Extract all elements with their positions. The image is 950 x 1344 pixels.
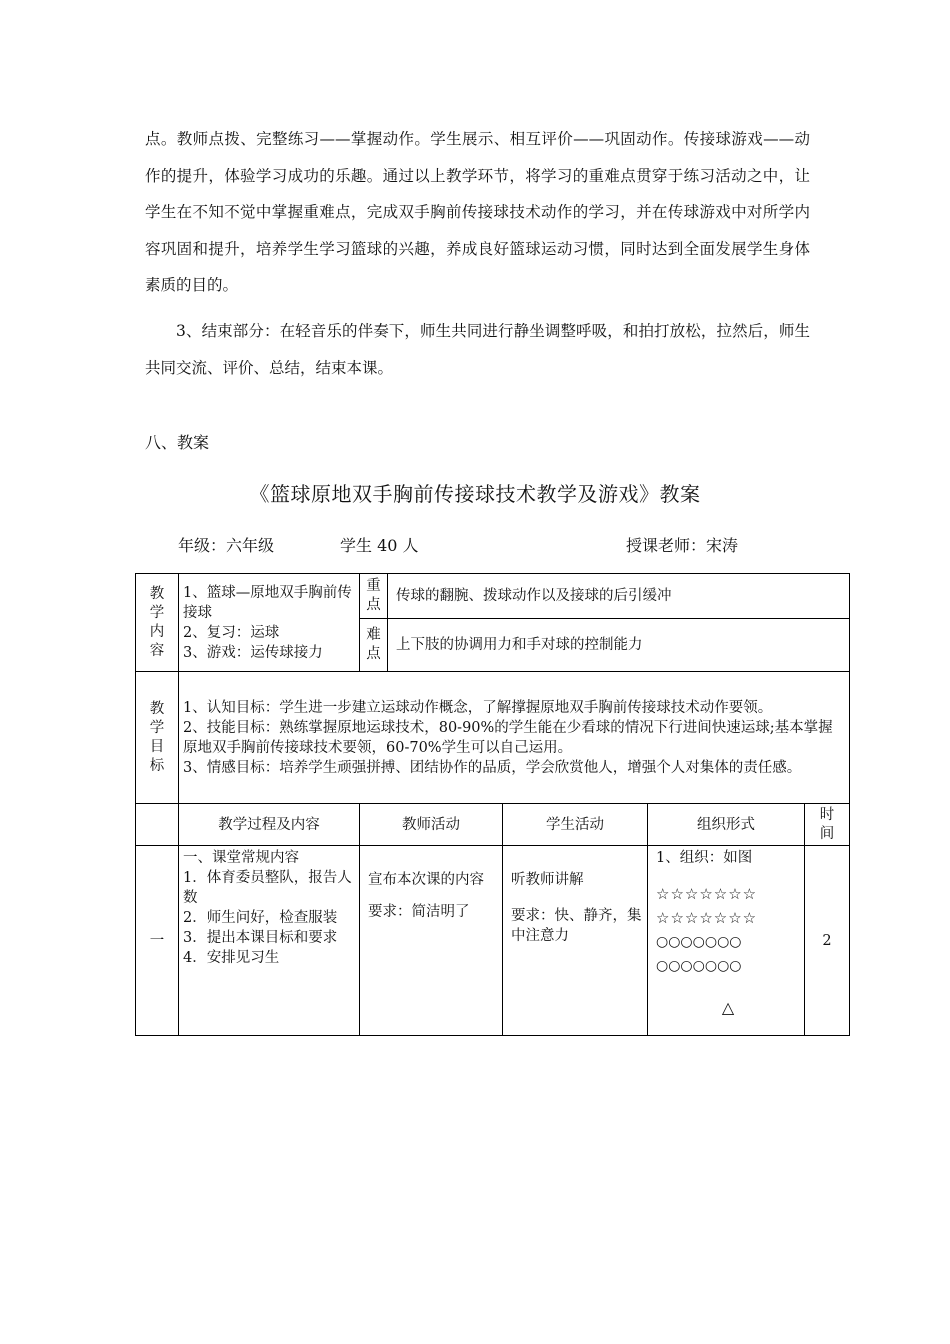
table-row [136, 672, 850, 804]
process-item: 3．提出本课目标和要求 [183, 930, 338, 946]
paragraph-text: 点。教师点拨、完整练习——掌握动作。学生展示、相互评价——巩固动作。传接球游戏——动作的提升，体验学习成功的乐趣。通过以上教学环节，将学习的重难点贯穿于练习活动之中，让学生在不知不觉中掌握重难点，完成双手胸前传接球技术动作的学习，并在传球游戏中对所学内容巩固和提升，培养学生学习篮球的兴趣，养成良好篮球运动习惯，同时达到全面发展学生身体素质的目的。 [145, 130, 810, 294]
goals-label: 教 学 目 标 [136, 672, 179, 804]
process-item: 1．体育委员整队，报告人数 [183, 870, 352, 906]
goal-item: 1、认知目标：学生进一步建立运球动作概念，了解撑握原地双手胸前传接球技术动作要领。 [183, 699, 773, 716]
student-activity-main: 听教师讲解 [511, 872, 584, 888]
process-item: 2．师生问好，检查服装 [183, 910, 338, 926]
student-activity [503, 846, 648, 1036]
process-item: 4．安排见习生 [183, 950, 280, 966]
lesson-plan-title: 《篮球原地双手胸前传接球技术教学及游戏》教案 [249, 482, 701, 506]
paragraph-text: 3、结束部分：在轻音乐的伴奏下，师生共同进行静坐调整呼吸，和拍打放松，拉然后，师生共同交流、评价、总结，结束本课。 [145, 322, 810, 377]
paragraph-teaching-process [145, 121, 810, 304]
header-blank [136, 804, 179, 846]
formation-circles-row: ○○○○○○○ [656, 934, 742, 950]
header-time: 时 间 [805, 804, 850, 846]
content-item: 3、游戏：运传球接力 [183, 644, 323, 661]
formation-circles-row: ○○○○○○○ [656, 958, 742, 974]
organization-form [648, 846, 805, 1036]
header-student: 学生活动 [503, 804, 648, 846]
table-row [136, 574, 850, 619]
header-organization: 组织形式 [648, 804, 805, 846]
teacher-position-triangle: △ [721, 998, 735, 1017]
content-item: 1、篮球—原地双手胸前传接球 [183, 584, 352, 621]
section-heading: 八、教案 [145, 433, 210, 452]
lesson-plan-table [135, 573, 850, 1036]
key-point-text: 传球的翻腕、拨球动作以及接球的后引缓冲 [388, 574, 850, 619]
teacher-info: 授课老师：宋涛 [626, 536, 739, 555]
paragraph-closing [145, 313, 810, 386]
header-process: 教学过程及内容 [179, 804, 360, 846]
content-label: 教 学 内 容 [136, 574, 179, 672]
student-count: 学生 40 人 [340, 536, 419, 555]
header-teacher: 教师活动 [360, 804, 503, 846]
student-activity-requirement: 要求：快、静齐，集中注意力 [511, 908, 642, 944]
table-row [136, 846, 850, 1036]
formation-stars-row: ☆☆☆☆☆☆☆ [656, 909, 758, 927]
formation-stars-row: ☆☆☆☆☆☆☆ [656, 885, 758, 903]
goals-list [179, 672, 850, 804]
row-index: 一 [136, 846, 179, 1036]
process-content [179, 846, 360, 1036]
difficulty-text: 上下肢的协调用力和手对球的控制能力 [388, 619, 850, 672]
goal-item: 2、技能目标：熟练掌握原地运球技术，80-90%的学生能在少看球的情况下行进间快速运球;基本掌握原地双手胸前传接球技术要领，60-70%学生可以自己运用。 [183, 719, 833, 756]
process-item: 一、课堂常规内容 [183, 850, 299, 866]
teacher-activity-requirement: 要求：简洁明了 [368, 904, 470, 920]
organization-label: 1、组织：如图 [656, 850, 753, 866]
time-minutes: 2 [805, 846, 850, 1036]
grade-info: 年级：六年级 [178, 536, 275, 555]
teacher-activity [360, 846, 503, 1036]
table-header-row [136, 804, 850, 846]
goal-item: 3、情感目标：培养学生顽强拼搏、团结协作的品质，学会欣赏他人，增强个人对集体的责任感。 [183, 759, 802, 776]
difficulty-label: 难 点 [360, 619, 388, 672]
key-point-label: 重 点 [360, 574, 388, 619]
teacher-activity-main: 宣布本次课的内容 [368, 872, 484, 888]
content-items [179, 574, 360, 672]
content-item: 2、复习：运球 [183, 624, 280, 641]
